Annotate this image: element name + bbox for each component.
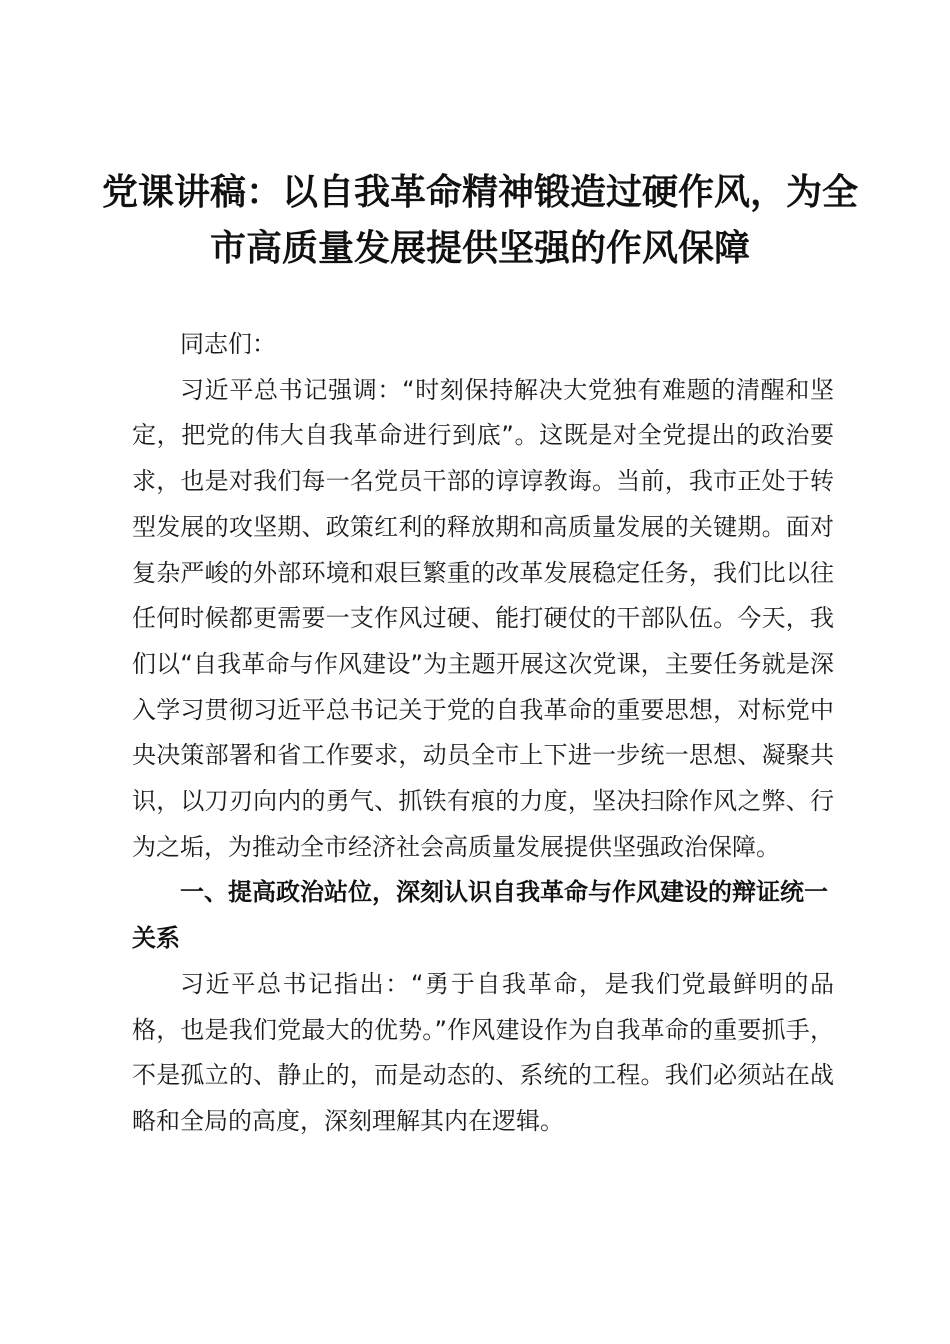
section-heading: 一、提高政治站位，深刻认识自我革命与作风建设的辩证统一关系	[132, 878, 828, 953]
document-body	[132, 322, 834, 1145]
opening-paragraph: 习近平总书记强调：“时刻保持解决大党独有难题的清醒和坚定，把党的伟大自我革命进行到底”。这既是对全党提出的政治要求，也是对我们每一名党员干部的谆谆教诲。当前，我市正处于转型发展的攻坚期、政策红利的释放期和高质量发展的关键期。面对复杂严峻的外部环境和艰巨繁重的改革发展稳定任务，我们比以往任何时候都更需要一支作风过硬、能打硬仗的干部队伍。今天，我们以“自我革命与作风建设”为主题开展这次党课，主要任务就是深入学习贯彻习近平总书记关于党的自我革命的重要思想，对标党中央决策部署和省工作要求，动员全市上下进一步统一思想、凝聚共识，以刀刃向内的勇气、抓铁有痕的力度，坚决扫除作风之弊、行为之垢，为推动全市经济社会高质量发展提供坚强政治保障。	[132, 375, 834, 861]
document-title: 党课讲稿：以自我革命精神锻造过硬作风，为全市高质量发展提供坚强的作风保障	[101, 171, 858, 269]
salutation: 同志们：	[180, 330, 276, 358]
section-paragraph: 习近平总书记指出：“勇于自我革命，是我们党最鲜明的品格，也是我们党最大的优势。”作风建设作为自我革命的重要抓手，不是孤立的、静止的，而是动态的、系统的工程。我们必须站在战略和全局的高度，深刻理解其内在逻辑。	[132, 969, 834, 1135]
